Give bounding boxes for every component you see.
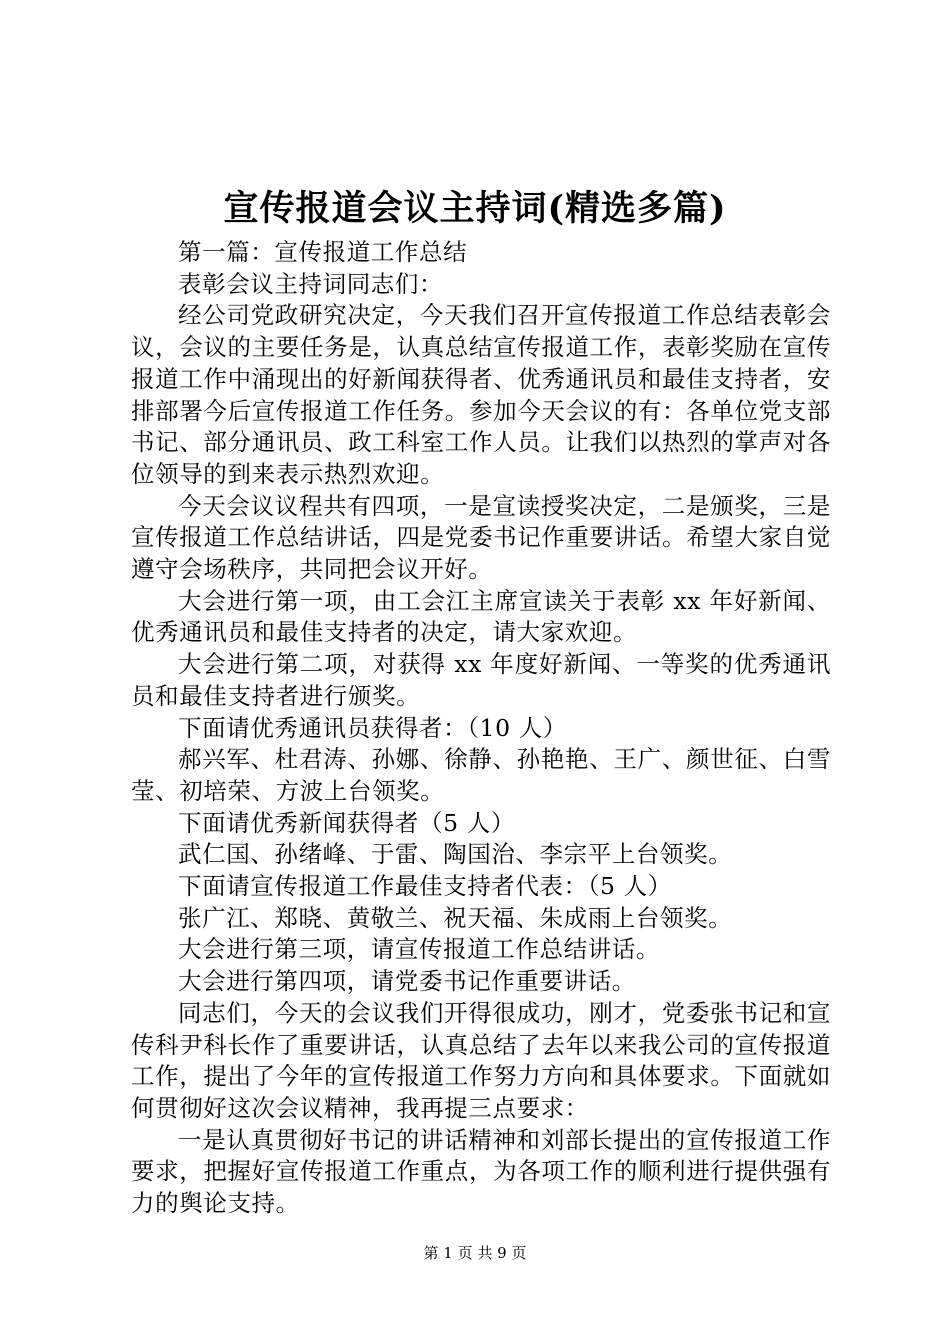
- paragraph: 同志们，今天的会议我们开得很成功，刚才，党委张书记和宣传科尹科长作了重要讲话，认真总结了去年以来我公司的宣传报道工作，提出了今年的宣传报道工作努力方向和具体要求。下面就如何贯彻好这次会议精神，我再提三点要求：: [131, 998, 831, 1122]
- paragraph: 张广江、郑晓、黄敬兰、祝天福、朱成雨上台领奖。: [178, 903, 733, 932]
- paragraph: 郝兴军、杜君涛、孙娜、徐静、孙艳艳、王广、颜世征、白雪莹、初培荣、方波上台领奖。: [131, 745, 831, 805]
- section-heading: 第一篇：宣传报道工作总结: [178, 238, 468, 266]
- paragraph: 下面请优秀新闻获得者（5 人）: [178, 808, 515, 837]
- paragraph: 经公司党政研究决定，今天我们召开宣传报道工作总结表彰会议，会议的主要任务是，认真总结宣传报道工作，表彰奖励在宣传报道工作中涌现出的好新闻获得者、优秀通讯员和最佳支持者，安排部署今后宣传报道工作任务。参加今天会议的有：各单位党支部书记、部分通讯员、政工科室工作人员。让我们以热烈的掌声对各位领导的到来表示热烈欢迎。: [131, 301, 831, 488]
- speech-heading: 表彰会议主持词同志们：: [178, 269, 444, 298]
- paragraph: 大会进行第三项，请宣传报道工作总结讲话。: [178, 935, 660, 964]
- paragraph: 大会进行第二项，对获得 xx 年度好新闻、一等奖的优秀通讯员和最佳支持者进行颁奖。: [131, 650, 831, 710]
- paragraph: 大会进行第四项，请党委书记作重要讲话。: [178, 967, 636, 996]
- paragraph: 今天会议议程共有四项，一是宣读授奖决定，二是颁奖，三是宣传报道工作总结讲话，四是党委书记作重要讲话。希望大家自觉遵守会场秩序，共同把会议开好。: [131, 491, 831, 584]
- paragraph: 一是认真贯彻好书记的讲话精神和刘部长提出的宣传报道工作要求，把握好宣传报道工作重点，为各项工作的顺利进行提供强有力的舆论支持。: [131, 1125, 831, 1218]
- paragraph: 武仁国、孙绪峰、于雷、陶国治、李宗平上台领奖。: [178, 840, 733, 869]
- paragraph: 下面请优秀通讯员获得者：（10 人）: [178, 713, 567, 742]
- paragraph: 大会进行第一项，由工会江主席宣读关于表彰 xx 年好新闻、优秀通讯员和最佳支持者的决定，请大家欢迎。: [131, 586, 831, 647]
- document-title: 宣传报道会议主持词(精选多篇): [223, 188, 727, 229]
- paragraph: 下面请宣传报道工作最佳支持者代表：（5 人）: [178, 872, 672, 901]
- page-footer: 第 1 页 共 9 页: [423, 1244, 527, 1262]
- document-body: [131, 237, 831, 1220]
